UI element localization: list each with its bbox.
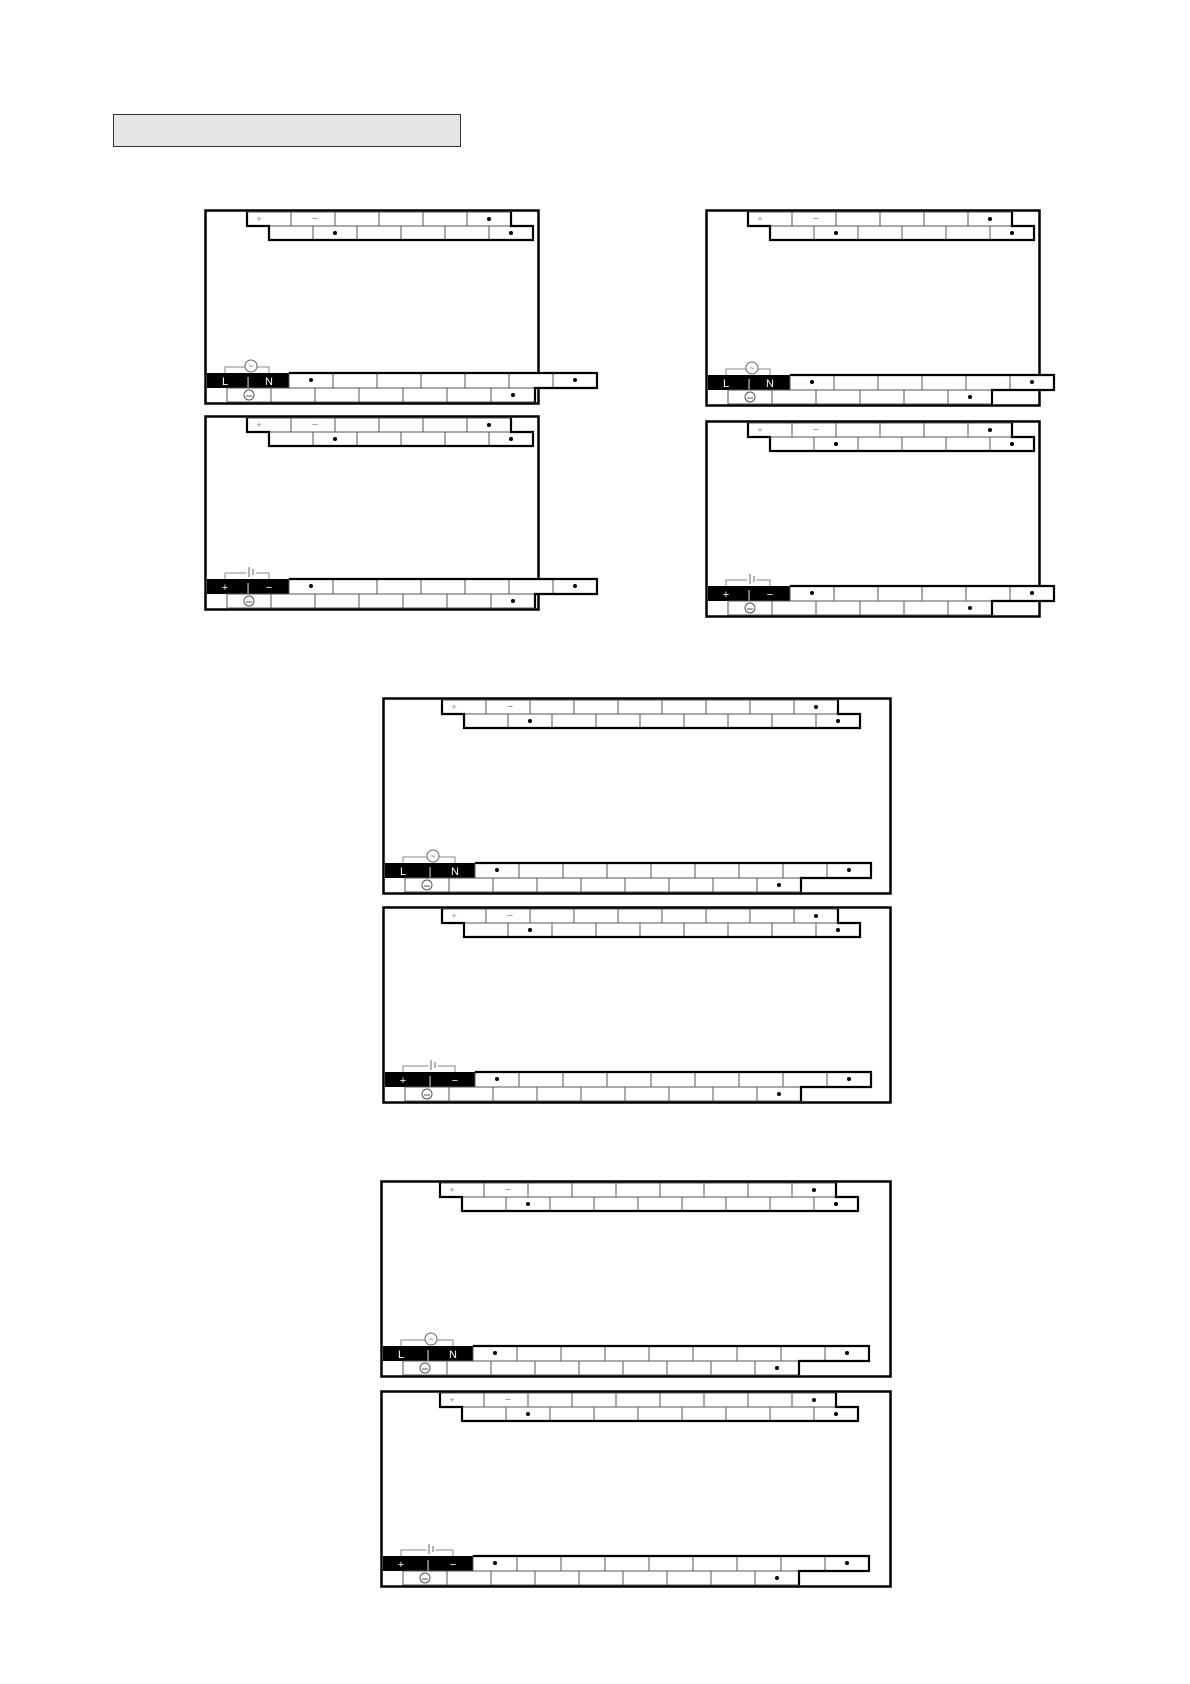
terminal-cell-upper [528,1183,572,1197]
terminal-cell-lower [552,923,596,937]
bottom-cell-lower [711,1361,755,1375]
terminal-dot [309,378,313,382]
terminal-dot [493,1561,497,1565]
terminal-cell-lower [594,1197,638,1211]
supply-label-sep: | [246,582,250,594]
bottom-cell-upper [465,373,509,388]
terminal-cell-upper [442,909,486,923]
terminal-cell-upper [924,423,968,437]
bottom-cell-upper [739,1072,783,1087]
bottom-cell-upper [834,375,878,390]
terminal-cell-lower [770,1407,814,1421]
top-plus-mark: + [451,702,457,712]
bottom-cell-upper [693,1556,737,1571]
terminal-dot [528,928,532,932]
supply-label-1: L [221,376,229,388]
terminal-cell-lower [946,226,990,240]
supply-label-1: L [722,378,730,390]
supply-label-2: − [449,1559,457,1571]
terminal-dot [845,1561,849,1565]
terminal-cell-upper [442,700,486,714]
terminal-cell-upper [335,418,379,432]
bottom-cell-upper [519,1072,563,1087]
terminal-diagram-6 [382,906,892,1104]
bottom-cell-upper [509,579,553,594]
bottom-cell-upper [693,1346,737,1361]
terminal-cell-lower [464,923,508,937]
bottom-cell-upper [966,586,1010,601]
dc-source-bg [429,1061,437,1070]
dc-source-bg [247,568,255,577]
terminal-dot [812,1188,816,1192]
terminal-dot [810,380,814,384]
bottom-cell-lower [667,1571,711,1585]
terminal-cell-upper [660,1393,704,1407]
terminal-dot [834,1202,838,1206]
terminal-dot [777,883,781,887]
bottom-cell-upper [561,1556,605,1571]
ac-wave-icon: ~ [248,361,254,371]
terminal-cell-upper [618,700,662,714]
bottom-cell-upper [421,579,465,594]
terminal-cell-upper [836,212,880,226]
bottom-cell-lower [860,601,904,615]
supply-label-1: L [399,866,407,878]
terminal-cell-upper [618,909,662,923]
earth-icon [745,392,755,402]
terminal-cell-upper [530,909,574,923]
terminal-dot [834,231,838,235]
terminal-dot [509,231,513,235]
earth-icon [244,596,254,606]
terminal-cell-upper [836,423,880,437]
terminal-cell-upper [572,1393,616,1407]
bottom-cell-upper [333,579,377,594]
terminal-cell-lower [552,714,596,728]
terminal-cell-upper [440,1183,484,1197]
terminal-dot [487,217,491,221]
terminal-dot [814,914,818,918]
terminal-cell-lower [770,226,814,240]
terminal-cell-upper [662,909,706,923]
terminal-cell-lower [596,714,640,728]
terminal-dot [573,378,577,382]
terminal-cell-upper [379,418,423,432]
terminal-cell-lower [462,1407,506,1421]
bottom-cell-upper [649,1556,693,1571]
terminal-dot [775,1366,779,1370]
terminal-cell-lower [596,923,640,937]
terminal-cell-lower [858,226,902,240]
bottom-cell-upper [561,1346,605,1361]
bottom-cell-upper [605,1556,649,1571]
terminal-dot [968,606,972,610]
terminal-cell-upper [530,700,574,714]
terminal-cell-lower [682,1407,726,1421]
bottom-cell-upper [517,1346,561,1361]
terminal-cell-lower [357,432,401,446]
top-minus-mark: − [311,419,319,431]
earth-icon [244,390,254,400]
bottom-cell-lower [816,390,860,404]
bottom-cell-lower [449,878,493,892]
terminal-cell-lower [638,1407,682,1421]
terminal-dot [812,1398,816,1402]
top-minus-mark: − [504,1184,512,1196]
top-plus-mark: + [256,214,262,224]
terminal-dot [528,719,532,723]
top-plus-mark: + [757,425,763,435]
terminal-cell-upper [880,423,924,437]
bottom-cell-lower [535,1571,579,1585]
earth-icon [420,1573,430,1583]
terminal-cell-upper [704,1183,748,1197]
earth-icon [422,1089,432,1099]
bottom-cell-upper [878,586,922,601]
terminal-cell-upper [574,700,618,714]
terminal-dot [847,868,851,872]
bottom-cell-lower [579,1571,623,1585]
terminal-cell-lower [726,1197,770,1211]
terminal-cell-upper [662,700,706,714]
bottom-cell-lower [711,1571,755,1585]
bottom-cell-upper [878,375,922,390]
terminal-cell-lower [946,437,990,451]
bottom-cell-lower [403,388,447,402]
terminal-dot [847,1077,851,1081]
bottom-cell-lower [667,1361,711,1375]
top-plus-mark: + [256,420,262,430]
terminal-cell-upper [704,1393,748,1407]
terminal-dot [1030,591,1034,595]
bottom-cell-lower [447,1361,491,1375]
bottom-cell-lower [447,388,491,402]
bottom-cell-upper [377,579,421,594]
terminal-cell-upper [247,418,291,432]
bottom-cell-lower [315,594,359,608]
terminal-dot [495,1077,499,1081]
terminal-diagram-7 [380,1180,892,1378]
terminal-cell-upper [924,212,968,226]
bottom-cell-upper [695,1072,739,1087]
header-title-box [113,114,461,147]
terminal-dot [845,1351,849,1355]
terminal-cell-lower [640,714,684,728]
bottom-cell-lower [625,1087,669,1101]
terminal-dot [573,584,577,588]
terminal-dot [511,599,515,603]
terminal-dot [1030,380,1034,384]
bottom-cell-lower [403,594,447,608]
supply-label-sep: | [747,378,751,390]
bottom-cell-upper [737,1346,781,1361]
terminal-cell-lower [357,226,401,240]
bottom-cell-upper [922,586,966,601]
terminal-dot [775,1576,779,1580]
bottom-cell-lower [581,878,625,892]
top-minus-mark: − [812,424,820,436]
bottom-cell-upper [651,863,695,878]
bottom-cell-upper [607,1072,651,1087]
earth-icon [422,880,432,890]
bottom-cell-lower [772,601,816,615]
terminal-cell-upper [748,1183,792,1197]
supply-label-sep: | [426,1559,430,1571]
bottom-cell-lower [904,390,948,404]
bottom-cell-upper [649,1346,693,1361]
ac-wave-icon: ~ [428,1334,434,1344]
terminal-diagram-3 [705,209,1041,407]
terminal-cell-lower [464,714,508,728]
supply-label-sep: | [747,589,751,601]
top-minus-mark: − [506,701,514,713]
bottom-cell-lower [579,1361,623,1375]
bottom-cell-lower [447,594,491,608]
terminal-dot [1010,442,1014,446]
terminal-cell-upper [247,212,291,226]
dc-source-bg [748,575,756,584]
terminal-dot [834,1412,838,1416]
bottom-cell-lower [623,1571,667,1585]
top-minus-mark: − [812,213,820,225]
supply-label-sep: | [426,1349,430,1361]
supply-label-2: N [449,1349,457,1361]
bottom-cell-lower [271,388,315,402]
terminal-dot [495,868,499,872]
terminal-cell-upper [750,700,794,714]
terminal-cell-lower [726,1407,770,1421]
terminal-cell-lower [638,1197,682,1211]
terminal-dot [509,437,513,441]
terminal-diagram-4 [705,420,1041,618]
bottom-cell-lower [713,878,757,892]
bottom-cell-upper [563,1072,607,1087]
terminal-cell-lower [640,923,684,937]
terminal-dot [834,442,838,446]
bottom-cell-lower [904,601,948,615]
terminal-cell-lower [770,437,814,451]
terminal-dot [968,395,972,399]
bottom-cell-upper [509,373,553,388]
terminal-cell-lower [550,1197,594,1211]
bottom-cell-upper [563,863,607,878]
terminal-cell-upper [748,423,792,437]
terminal-dot [511,393,515,397]
terminal-diagram-1 [204,209,540,405]
supply-label-2: − [766,589,774,601]
bottom-cell-lower [669,878,713,892]
terminal-cell-lower [401,226,445,240]
bottom-cell-lower [447,1571,491,1585]
terminal-cell-upper [423,212,467,226]
earth-icon [745,603,755,613]
terminal-dot [777,1092,781,1096]
terminal-diagram-5 [382,697,892,895]
bottom-cell-upper [966,375,1010,390]
terminal-cell-upper [335,212,379,226]
supply-label-2: − [265,582,273,594]
earth-icon [420,1363,430,1373]
terminal-cell-lower [858,437,902,451]
terminal-dot [988,428,992,432]
terminal-cell-upper [706,700,750,714]
terminal-dot [836,928,840,932]
bottom-cell-upper [781,1556,825,1571]
supply-label-2: N [265,376,273,388]
bottom-cell-upper [739,863,783,878]
bottom-cell-upper [695,863,739,878]
bottom-cell-lower [493,878,537,892]
terminal-dot [526,1412,530,1416]
ac-wave-icon: ~ [430,851,436,861]
terminal-diagram-8 [380,1390,892,1588]
top-plus-mark: + [449,1185,455,1195]
bottom-cell-upper [607,863,651,878]
terminal-cell-upper [574,909,618,923]
dc-source-bg [427,1545,435,1554]
bottom-cell-lower [491,1571,535,1585]
terminal-cell-upper [423,418,467,432]
terminal-cell-upper [572,1183,616,1197]
terminal-cell-lower [269,226,313,240]
terminal-cell-upper [750,909,794,923]
terminal-diagram-2 [204,415,540,611]
terminal-cell-lower [728,714,772,728]
terminal-cell-lower [550,1407,594,1421]
terminal-cell-lower [772,714,816,728]
terminal-dot [487,423,491,427]
bottom-cell-lower [449,1087,493,1101]
bottom-cell-lower [493,1087,537,1101]
terminal-cell-upper [379,212,423,226]
terminal-cell-lower [462,1197,506,1211]
bottom-cell-lower [581,1087,625,1101]
bottom-cell-lower [535,1361,579,1375]
terminal-cell-upper [616,1183,660,1197]
supply-label-1: + [722,589,730,601]
bottom-cell-upper [519,863,563,878]
bottom-cell-upper [517,1556,561,1571]
terminal-cell-lower [594,1407,638,1421]
bottom-cell-upper [783,863,827,878]
top-plus-mark: + [757,214,763,224]
terminal-cell-lower [902,437,946,451]
terminal-cell-upper [528,1393,572,1407]
terminal-cell-upper [660,1183,704,1197]
terminal-cell-lower [902,226,946,240]
bottom-cell-upper [465,579,509,594]
top-minus-mark: − [504,1394,512,1406]
terminal-dot [309,584,313,588]
terminal-cell-lower [770,1197,814,1211]
bottom-cell-lower [359,594,403,608]
terminal-cell-lower [682,1197,726,1211]
terminal-cell-lower [728,923,772,937]
terminal-cell-lower [445,432,489,446]
terminal-dot [814,705,818,709]
supply-label-sep: | [246,376,250,388]
bottom-cell-lower [537,878,581,892]
supply-label-1: + [399,1075,407,1087]
terminal-dot [988,217,992,221]
supply-label-1: + [397,1559,405,1571]
terminal-cell-upper [706,909,750,923]
terminal-cell-lower [684,714,728,728]
bottom-cell-lower [713,1087,757,1101]
bottom-cell-upper [421,373,465,388]
terminal-cell-lower [269,432,313,446]
bottom-cell-upper [781,1346,825,1361]
top-plus-mark: + [451,911,457,921]
supply-label-2: − [451,1075,459,1087]
supply-label-sep: | [428,866,432,878]
bottom-cell-lower [623,1361,667,1375]
bottom-cell-upper [834,586,878,601]
terminal-dot [836,719,840,723]
bottom-cell-lower [359,388,403,402]
bottom-cell-lower [669,1087,713,1101]
supply-label-1: L [397,1349,405,1361]
terminal-cell-lower [772,923,816,937]
terminal-dot [333,231,337,235]
top-minus-mark: − [506,910,514,922]
terminal-cell-upper [748,1393,792,1407]
bottom-cell-lower [315,388,359,402]
bottom-cell-lower [772,390,816,404]
bottom-cell-upper [377,373,421,388]
terminal-dot [1010,231,1014,235]
bottom-cell-lower [860,390,904,404]
bottom-cell-lower [816,601,860,615]
terminal-dot [493,1351,497,1355]
terminal-dot [333,437,337,441]
terminal-cell-upper [748,212,792,226]
terminal-cell-upper [440,1393,484,1407]
bottom-cell-lower [271,594,315,608]
bottom-cell-upper [922,375,966,390]
bottom-cell-upper [651,1072,695,1087]
terminal-cell-upper [880,212,924,226]
bottom-cell-lower [537,1087,581,1101]
bottom-cell-lower [625,878,669,892]
bottom-cell-lower [491,1361,535,1375]
ac-wave-icon: ~ [749,363,755,373]
terminal-cell-lower [684,923,728,937]
top-minus-mark: − [311,213,319,225]
terminal-cell-lower [445,226,489,240]
supply-label-1: + [221,582,229,594]
terminal-dot [526,1202,530,1206]
bottom-cell-upper [783,1072,827,1087]
bottom-cell-upper [737,1556,781,1571]
supply-label-sep: | [428,1075,432,1087]
bottom-cell-upper [333,373,377,388]
terminal-cell-lower [401,432,445,446]
terminal-dot [810,591,814,595]
terminal-cell-upper [616,1393,660,1407]
supply-label-2: N [451,866,459,878]
bottom-cell-upper [605,1346,649,1361]
supply-label-2: N [766,378,774,390]
top-plus-mark: + [449,1395,455,1405]
